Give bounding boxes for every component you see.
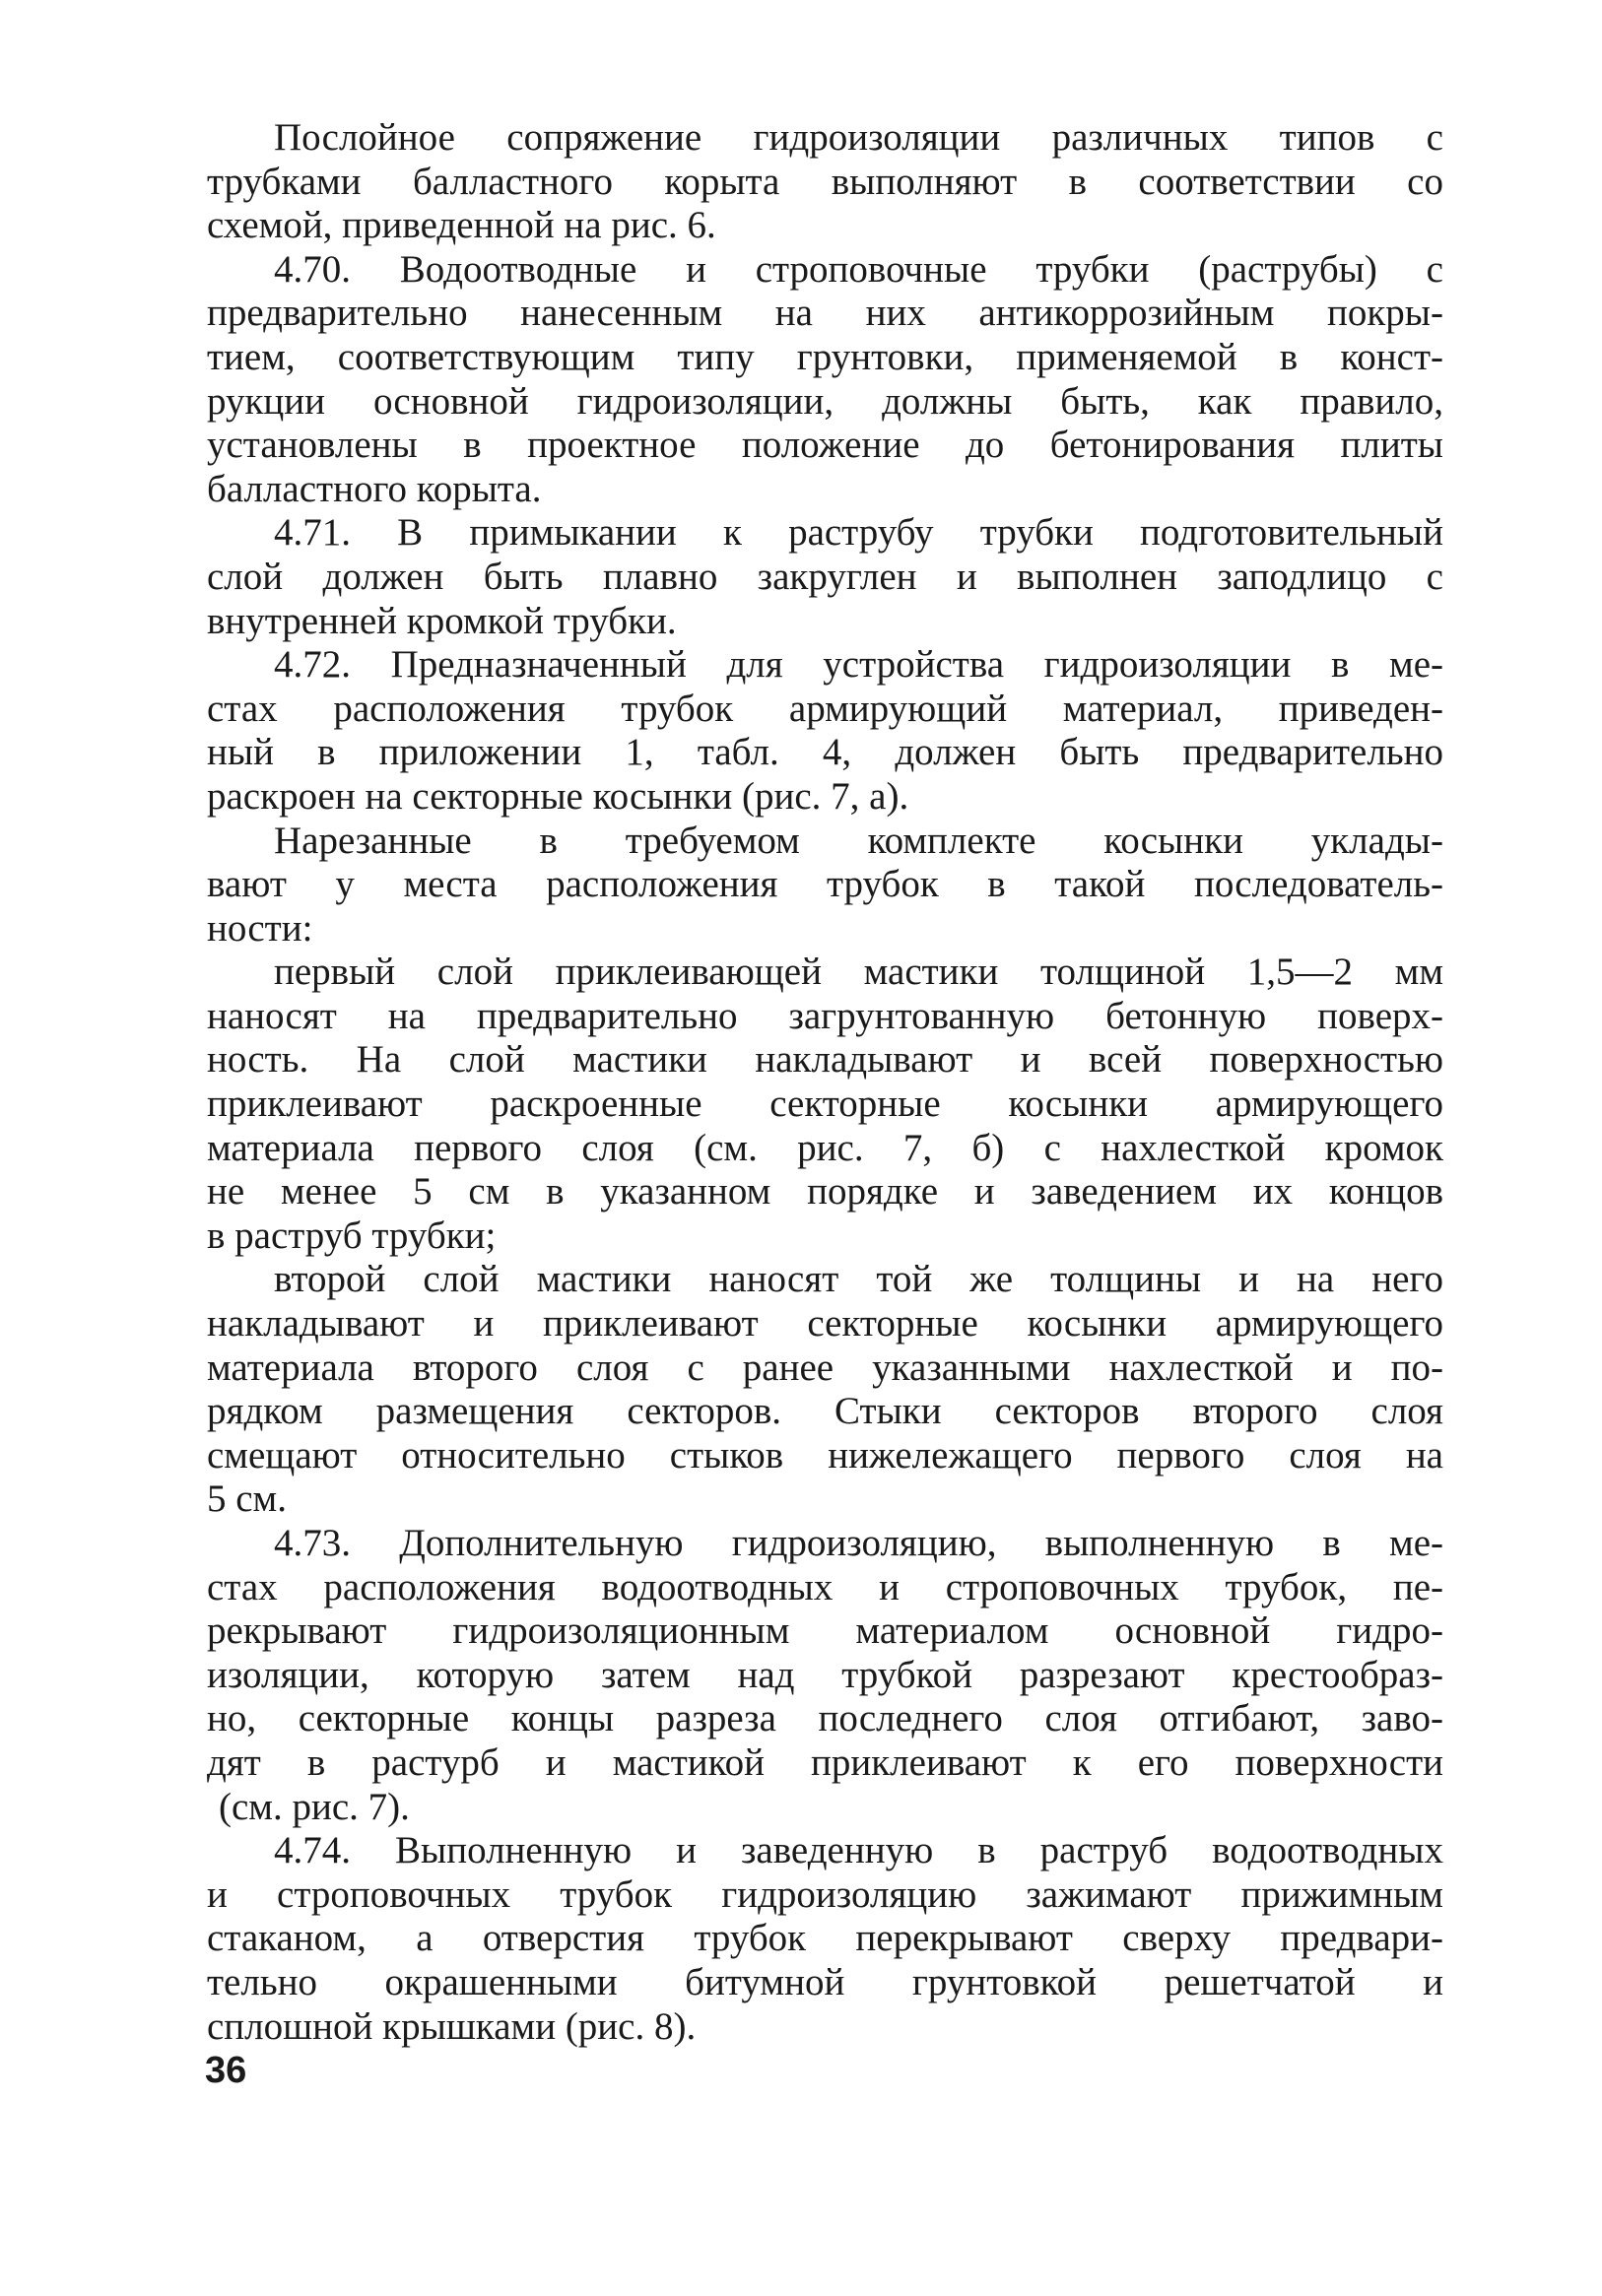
text-line: Послойное сопряжение гидроизоляции различных типов с [274,116,1443,159]
text-line: первый слой приклеивающей мастики толщиной 1,5—2 мм [274,951,1443,994]
text-line: тием, соответствующим типу грунтовки, применяемой в конст- [207,335,1443,378]
text-line: стах расположения водоотводных и строповочных трубок, пе- [207,1565,1443,1608]
text-line: слой должен быть плавно закруглен и выполнен заподлицо с [207,555,1443,598]
text-line: сплошной крышками (рис. 8). [207,2004,697,2048]
text-line: предварительно нанесенным на них антикоррозийным покры- [207,292,1443,335]
text-line: стах расположения трубок армирующий материал, приведен- [207,687,1443,730]
text-line: раскроен на секторные косынки (рис. 7, а). [207,774,909,818]
text-line: изоляции, которую затем над трубкой разрезают крестообраз- [207,1653,1443,1696]
text-line: 4.74. Выполненную и заведенную в раструб водоотводных [274,1829,1443,1872]
text-line: но, секторные концы разреза последнего слоя отгибают, заво- [207,1697,1443,1740]
text-line: тельно окрашенными битумной грунтовкой решетчатой и [207,1960,1443,2003]
text-line: смещают относительно стыков нижележащего первого слоя на [207,1433,1443,1476]
text-line: вают у места расположения трубок в такой последователь- [207,863,1443,906]
text-line: и строповочных трубок гидроизоляцию зажимают прижимным [207,1872,1443,1916]
text-line: рекрывают гидроизоляционным материалом основной гидро- [207,1609,1443,1653]
text-line: стаканом, а отверстия трубок перекрывают сверху предвари- [207,1917,1443,1960]
text-line: ности: [207,906,313,950]
text-line: наносят на предварительно загрунтованную бетонную поверх- [207,994,1443,1037]
text-line: 4.73. Дополнительную гидроизоляцию, выполненную в ме- [274,1522,1443,1564]
text-line: накладывают и приклеивают секторные косынки армирующего [207,1302,1443,1345]
text-line: 4.72. Предназначенный для устройства гидроизоляции в ме- [274,643,1443,687]
text-line: не менее 5 см в указанном порядке и заведением их концов [207,1170,1443,1214]
text-line: приклеивают раскроенные секторные косынки армирующего [207,1082,1443,1126]
text-line: установлены в проектное положение до бетонирования плиты [207,424,1443,467]
text-line: Нарезанные в требуемом комплекте косынки уклады- [274,819,1443,862]
text-line: материала первого слоя (см. рис. 7, б) с нахлесткой кромок [207,1126,1443,1169]
text-line: в раструб трубки; [207,1214,497,1257]
text-line: балластного корыта. [207,467,542,510]
page-number: 36 [205,2050,247,2091]
text-line: внутренней кромкой трубки. [207,599,677,642]
text-line: дят в растурб и мастикой приклеивают к его поверхности [207,1740,1443,1784]
text-line: рядком размещения секторов. Стыки секторов второго слоя [207,1390,1443,1433]
text-line: трубками балластного корыта выполняют в соответствии со [207,160,1443,203]
text-line: схемой, приведенной на рис. 6. [207,204,716,247]
text-line: рукции основной гидроизоляции, должны быть, как правило, [207,379,1443,423]
document-page [207,116,1443,2049]
text-line: (см. рис. 7). [219,1785,410,1828]
text-line: ный в приложении 1, табл. 4, должен быть предварительно [207,731,1443,774]
text-line: 5 см. [207,1477,287,1521]
text-line: материала второго слоя с ранее указанными нахлесткой и по- [207,1345,1443,1389]
text-line: ность. На слой мастики накладывают и всей поверхностью [207,1038,1443,1082]
text-line: второй слой мастики наносят той же толщины и на него [274,1258,1443,1301]
text-line: 4.71. В примыкании к раструбу трубки подготовительный [274,511,1443,555]
text-line: 4.70. Водоотводные и строповочные трубки (раструбы) с [274,247,1443,291]
